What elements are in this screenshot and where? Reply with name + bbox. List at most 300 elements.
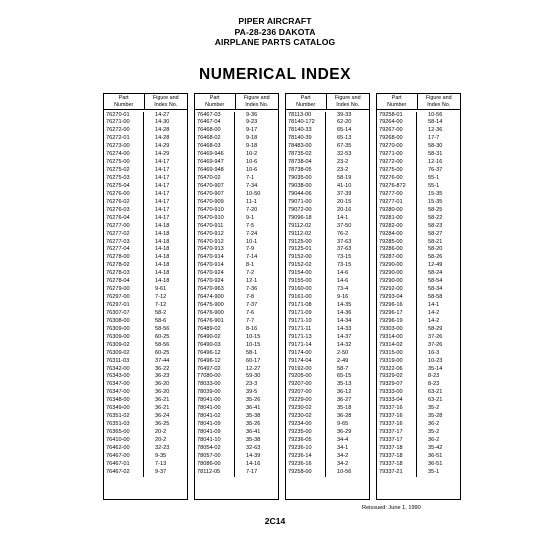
figure-index: 14-17 xyxy=(155,167,170,174)
part-number: 79337-18 xyxy=(377,445,417,453)
table-row xyxy=(286,334,369,342)
figure-index: 39-5 xyxy=(246,389,258,396)
part-number: 79290-00 xyxy=(377,262,417,270)
part-number: 76467-03 xyxy=(195,112,235,120)
table-row xyxy=(286,239,369,247)
part-number: 76351-02 xyxy=(104,413,144,421)
table-row xyxy=(286,231,369,239)
part-number: 76410-00 xyxy=(104,437,144,445)
table-row xyxy=(104,278,187,286)
figure-index: 9-37 xyxy=(155,468,167,475)
table-row xyxy=(104,342,187,350)
table-row xyxy=(104,183,187,191)
part-number: 78483-00 xyxy=(286,143,326,151)
figure-index: 14-39 xyxy=(246,452,261,459)
table-row xyxy=(104,334,187,342)
part-number: 79207-00 xyxy=(286,381,326,389)
figure-index: 36-27 xyxy=(337,397,352,404)
table-row xyxy=(377,461,460,469)
figure-index: 62-20 xyxy=(337,119,352,126)
figure-index: 14-30 xyxy=(155,119,170,126)
table-row xyxy=(195,381,278,389)
part-number: 79329-07 xyxy=(377,381,417,389)
figure-index: 14-37 xyxy=(337,333,352,340)
index-tables xyxy=(103,93,461,500)
table-row xyxy=(104,127,187,135)
figure-index: 58-29 xyxy=(428,325,443,332)
figure-index: 14-17 xyxy=(155,190,170,197)
table-row xyxy=(377,469,460,477)
table-row xyxy=(104,135,187,143)
figure-index: 10-15 xyxy=(246,333,261,340)
table-row xyxy=(104,405,187,413)
part-number: 76470-910 xyxy=(195,207,235,215)
figure-index: 14-33 xyxy=(337,325,352,332)
figure-index: 35-26 xyxy=(246,421,261,428)
table-row xyxy=(377,127,460,135)
table-row xyxy=(286,373,369,381)
figure-index: 36-2 xyxy=(428,436,440,443)
figure-index: 14-17 xyxy=(155,175,170,181)
table-row xyxy=(104,143,187,151)
part-number: 76475-900 xyxy=(195,302,235,310)
table-row xyxy=(195,175,278,183)
table-row xyxy=(377,207,460,215)
figure-index: 8-23 xyxy=(428,373,440,380)
part-number: 76467-01 xyxy=(104,461,144,469)
part-number: 76470-912 xyxy=(195,239,235,247)
figure-index: 7-37 xyxy=(246,302,258,308)
part-number: 78086-00 xyxy=(195,461,235,469)
figure-index: 37-63 xyxy=(337,246,352,253)
table-row xyxy=(286,453,369,461)
figure-index: 65-14 xyxy=(337,127,352,134)
part-number: 79337-18 xyxy=(377,461,417,469)
figure-index: 10-6 xyxy=(246,159,258,166)
figure-index: 36-21 xyxy=(155,397,170,404)
part-number: 76469-947 xyxy=(195,159,235,167)
figure-index: 14-18 xyxy=(155,238,170,245)
table-row xyxy=(195,231,278,239)
table-row xyxy=(377,239,460,247)
figure-index: 35-38 xyxy=(246,436,261,443)
part-number: 79292-00 xyxy=(377,286,417,294)
figure-index: 34-2 xyxy=(337,452,349,459)
part-number: 76275-00 xyxy=(104,159,144,167)
figure-index: 14-18 xyxy=(155,262,170,269)
part-number: 76347-00 xyxy=(104,389,144,397)
table-row xyxy=(104,246,187,254)
figure-index: 14-16 xyxy=(246,460,261,467)
table-row xyxy=(286,318,369,326)
part-number: 79270-00 xyxy=(377,143,417,151)
part-number: 79171-09 xyxy=(286,310,326,318)
part-number: 79171-13 xyxy=(286,334,326,342)
table-row xyxy=(195,262,278,270)
part-number: 79322-06 xyxy=(377,366,417,374)
table-row xyxy=(377,318,460,326)
table-row xyxy=(104,119,187,127)
part-number: 79229-00 xyxy=(286,397,326,405)
column-header xyxy=(286,94,369,110)
figure-index: 2-50 xyxy=(337,349,349,356)
figure-index: 58-54 xyxy=(428,278,443,285)
table-row xyxy=(377,358,460,366)
figure-index: 17-7 xyxy=(428,135,440,142)
figure-index: 10-15 xyxy=(246,341,261,348)
part-number: 76277-02 xyxy=(104,231,144,239)
table-row xyxy=(104,223,187,231)
figure-index: 8-16 xyxy=(246,325,258,332)
figure-index: 32-63 xyxy=(246,444,261,451)
figure-index: 23-2 xyxy=(337,159,349,166)
figure-index: 14-6 xyxy=(337,270,349,277)
part-number: 76476-901 xyxy=(195,318,235,326)
figure-index: 7-12 xyxy=(155,294,167,301)
table-row xyxy=(104,112,187,120)
part-number: 76467-02 xyxy=(104,469,144,477)
table-row xyxy=(195,119,278,127)
figure-index: 15-35 xyxy=(428,190,443,197)
table-row xyxy=(286,286,369,294)
figure-index: 58-14 xyxy=(428,119,443,126)
table-row xyxy=(104,151,187,159)
part-number: 79337-16 xyxy=(377,421,417,429)
figure-index: 60-25 xyxy=(155,349,170,356)
part-number: 76275-03 xyxy=(104,175,144,183)
part-number: 79230-02 xyxy=(286,413,326,421)
table-row xyxy=(104,469,187,477)
figure-index: 37-50 xyxy=(337,222,352,229)
table-row xyxy=(195,246,278,254)
part-number: 79171-08 xyxy=(286,302,326,310)
column-header xyxy=(377,94,460,110)
table-row xyxy=(377,199,460,207)
table-row xyxy=(377,231,460,239)
table-row xyxy=(286,262,369,270)
part-number: 79264-00 xyxy=(377,119,417,127)
part-number: 79337-18 xyxy=(377,453,417,461)
part-number: 76470-02 xyxy=(195,175,235,183)
figure-index: 2-49 xyxy=(337,357,349,364)
table-row xyxy=(104,421,187,429)
part-number: 79337-17 xyxy=(377,437,417,445)
table-row xyxy=(195,239,278,247)
part-number: 79268-00 xyxy=(377,135,417,143)
table-row xyxy=(286,358,369,366)
part-number: 76468-00 xyxy=(195,127,235,135)
table-row xyxy=(286,421,369,429)
part-number: 78057-00 xyxy=(195,453,235,461)
part-number: 76470-913 xyxy=(195,246,235,254)
table-row xyxy=(377,453,460,461)
table-row xyxy=(286,175,369,183)
figure-index: 36-20 xyxy=(155,389,170,396)
table-row xyxy=(377,310,460,318)
part-number: 76470-907 xyxy=(195,191,235,199)
part-number: 79258-00 xyxy=(286,469,326,477)
table-row xyxy=(195,112,278,120)
part-number: 79333-00 xyxy=(377,389,417,397)
figure-index: 9-36 xyxy=(246,111,258,118)
figure-index: 7-34 xyxy=(246,182,258,189)
part-number: 76279-00 xyxy=(104,286,144,294)
table-row xyxy=(195,159,278,167)
figure-index: 36-23 xyxy=(155,373,170,380)
table-row xyxy=(104,389,187,397)
table-row xyxy=(104,199,187,207)
table-row xyxy=(286,294,369,302)
figure-index: 37-44 xyxy=(155,357,170,364)
part-number: 76469-948 xyxy=(195,167,235,175)
part-number: 79154-00 xyxy=(286,270,326,278)
table-row xyxy=(286,143,369,151)
part-number: 79287-00 xyxy=(377,254,417,262)
part-number: 76497-02 xyxy=(195,366,235,374)
figure-index: 35-28 xyxy=(428,413,443,420)
figure-index: 65-13 xyxy=(337,135,352,142)
part-number: 76349-00 xyxy=(104,405,144,413)
table-row xyxy=(104,350,187,358)
table-row xyxy=(104,175,187,183)
figure-index: 55-1 xyxy=(428,182,440,189)
figure-index: 14-36 xyxy=(337,309,352,316)
part-number: 76470-914 xyxy=(195,262,235,270)
part-number: 78738-05 xyxy=(286,167,326,175)
table-row xyxy=(377,286,460,294)
figure-index: 23-2 xyxy=(337,167,349,174)
part-number: 76297-01 xyxy=(104,302,144,310)
part-number: 79171-10 xyxy=(286,318,326,326)
table-row xyxy=(104,453,187,461)
part-number: 79152-00 xyxy=(286,254,326,262)
figure-index: 60-25 xyxy=(155,333,170,340)
reissued-date: Reissued: June 1, 1990 xyxy=(362,505,421,511)
part-number: 79207-00 xyxy=(286,389,326,397)
part-number: 76270-01 xyxy=(104,112,144,120)
table-row xyxy=(286,405,369,413)
part-number: 79171-11 xyxy=(286,326,326,334)
table-row xyxy=(104,437,187,445)
table-row xyxy=(195,254,278,262)
figure-index: 14-27 xyxy=(155,111,170,118)
part-number: 79258-01 xyxy=(377,112,417,120)
figure-index: 12-16 xyxy=(428,159,443,166)
table-row xyxy=(195,310,278,318)
figure-index: 16-3 xyxy=(428,349,440,356)
table-row xyxy=(195,191,278,199)
figure-index: 58-27 xyxy=(428,230,443,237)
figure-index: 58-2 xyxy=(155,309,167,316)
figure-index: 58-56 xyxy=(155,325,170,332)
table-row xyxy=(104,167,187,175)
figure-index: 10-6 xyxy=(246,167,258,174)
figure-index: 36-2 xyxy=(428,421,440,428)
part-number: 79035-00 xyxy=(286,175,326,183)
figure-index: 73-15 xyxy=(337,254,352,261)
part-number: 76470-963 xyxy=(195,286,235,294)
figure-index: 60-17 xyxy=(246,357,261,364)
part-number: 79236-05 xyxy=(286,437,326,445)
table-row xyxy=(286,215,369,223)
part-number: 79038-00 xyxy=(286,183,326,191)
part-number: 78054-02 xyxy=(195,445,235,453)
figure-index: 34-2 xyxy=(337,460,349,467)
figure-index: 14-28 xyxy=(155,135,170,142)
part-number: 79284-00 xyxy=(377,231,417,239)
part-number: 76276-00 xyxy=(104,191,144,199)
table-row xyxy=(195,286,278,294)
table-row xyxy=(195,318,278,326)
part-number: 79290-00 xyxy=(377,278,417,286)
table-row xyxy=(104,302,187,310)
part-number: 76309-02 xyxy=(104,350,144,358)
part-number: 78140-172 xyxy=(286,119,326,127)
part-number: 79271-00 xyxy=(377,151,417,159)
table-row xyxy=(286,159,369,167)
header-catalog: AIRPLANE PARTS CATALOG xyxy=(214,37,336,47)
table-row xyxy=(195,405,278,413)
figure-index: 37-26 xyxy=(428,341,443,348)
table-row xyxy=(286,167,369,175)
part-number: 78140-39 xyxy=(286,135,326,143)
figure-index: 76-2 xyxy=(337,230,349,237)
part-number: 76278-00 xyxy=(104,254,144,262)
page-title: NUMERICAL INDEX xyxy=(199,66,351,83)
index-column-4 xyxy=(376,93,461,500)
part-number: 76496-12 xyxy=(195,350,235,358)
figure-index: 12-27 xyxy=(246,365,261,372)
figure-index: 58-1 xyxy=(246,349,258,356)
table-row xyxy=(104,191,187,199)
part-number: 76348-00 xyxy=(104,397,144,405)
figure-index: 35-42 xyxy=(428,444,443,451)
table-row xyxy=(286,397,369,405)
figure-index: 7-20 xyxy=(246,206,258,213)
part-number: 79337-16 xyxy=(377,405,417,413)
figure-index: 36-24 xyxy=(155,413,170,420)
figure-index: 7-24 xyxy=(246,230,258,237)
table-row xyxy=(286,199,369,207)
part-number-header: Part Number xyxy=(377,94,418,109)
figure-index: 11-1 xyxy=(246,198,257,205)
part-number: 79290-00 xyxy=(377,270,417,278)
figure-index: 7-12 xyxy=(155,302,167,308)
table-row xyxy=(286,429,369,437)
table-row xyxy=(195,342,278,350)
figure-index: 58-26 xyxy=(428,254,443,261)
figure-index: 35-1 xyxy=(428,468,440,475)
figure-index: 15-35 xyxy=(428,198,443,205)
figure-index: 58-6 xyxy=(155,317,167,324)
table-row xyxy=(195,413,278,421)
part-number: 76489-02 xyxy=(195,326,235,334)
table-row xyxy=(286,366,369,374)
figure-index: 65-15 xyxy=(337,373,352,380)
figure-index: 14-34 xyxy=(337,317,352,324)
figure-index: 9-1 xyxy=(246,214,255,221)
table-row xyxy=(377,167,460,175)
table-row xyxy=(195,167,278,175)
part-number: 79293-04 xyxy=(377,294,417,302)
figure-index: 58-24 xyxy=(428,270,443,277)
part-number: 76297-00 xyxy=(104,294,144,302)
figure-index: 14-2 xyxy=(428,309,440,316)
figure-index: 36-29 xyxy=(337,429,352,435)
table-row xyxy=(286,381,369,389)
part-number: 79112-02 xyxy=(286,223,326,231)
part-number: 79174-00 xyxy=(286,350,326,358)
figure-index: 14-17 xyxy=(155,198,170,205)
figure-index: 14-35 xyxy=(337,302,352,308)
figure-index: 58-7 xyxy=(337,365,349,372)
part-number: 79234-00 xyxy=(286,421,326,429)
figure-index: 7-36 xyxy=(246,286,258,293)
table-row xyxy=(104,445,187,453)
table-row xyxy=(195,215,278,223)
figure-index: 67-35 xyxy=(337,143,352,150)
figure-index: 14-2 xyxy=(428,317,440,324)
table-row xyxy=(377,223,460,231)
table-row xyxy=(286,350,369,358)
figure-index: 35-14 xyxy=(428,365,443,372)
table-row xyxy=(377,246,460,254)
table-row xyxy=(286,254,369,262)
figure-index: 14-17 xyxy=(155,159,170,166)
figure-index: 12-1 xyxy=(246,278,258,285)
part-number: 79337-21 xyxy=(377,469,417,477)
figure-index: 14-17 xyxy=(155,206,170,213)
column-header xyxy=(195,94,278,110)
figure-index: 14-29 xyxy=(155,151,170,158)
table-row xyxy=(286,207,369,215)
part-number: 79315-00 xyxy=(377,350,417,358)
part-number: 78738-04 xyxy=(286,159,326,167)
table-row xyxy=(286,461,369,469)
part-number: 79276-872 xyxy=(377,183,417,191)
table-row xyxy=(286,437,369,445)
header-company: PIPER AIRCRAFT xyxy=(238,16,312,26)
part-number-header: Part Number xyxy=(195,94,236,109)
part-number: 76309-02 xyxy=(104,342,144,350)
table-row xyxy=(195,389,278,397)
figure-index: 36-41 xyxy=(246,405,261,412)
figure-index: 58-25 xyxy=(428,206,443,213)
part-number: 78041-00 xyxy=(195,405,235,413)
figure-index: 58-31 xyxy=(428,151,443,158)
table-row xyxy=(195,421,278,429)
part-number: 76470-924 xyxy=(195,270,235,278)
part-number: 76274-00 xyxy=(104,151,144,159)
part-number: 76490-03 xyxy=(195,342,235,350)
part-number: 76276-03 xyxy=(104,207,144,215)
part-number: 79096-18 xyxy=(286,215,326,223)
table-row xyxy=(104,318,187,326)
part-number: 76311-03 xyxy=(104,358,144,366)
table-row xyxy=(377,342,460,350)
table-row xyxy=(377,175,460,183)
header-model: PA-28-236 DAKOTA xyxy=(234,26,316,37)
table-row xyxy=(104,326,187,334)
table-row xyxy=(195,453,278,461)
part-number: 79112-02 xyxy=(286,231,326,239)
figure-index: 20-15 xyxy=(337,198,352,205)
table-row xyxy=(195,358,278,366)
part-number: 76278-04 xyxy=(104,278,144,286)
part-number: 76476-900 xyxy=(195,310,235,318)
part-number: 79235-00 xyxy=(286,429,326,437)
figure-index: 7-5 xyxy=(246,222,255,229)
